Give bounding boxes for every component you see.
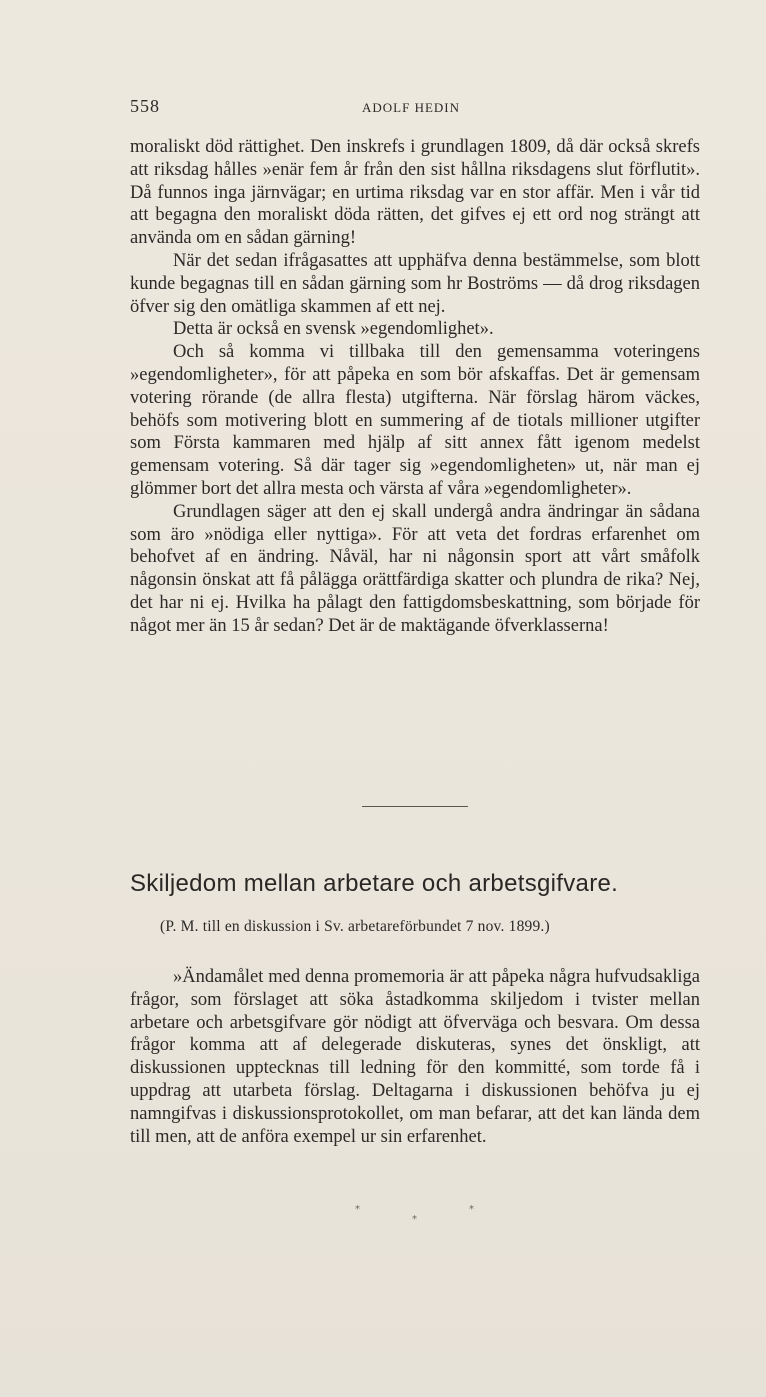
main-text [130,136,700,638]
running-head: ADOLF HEDIN [362,100,461,115]
memo-text [130,966,700,1148]
section-subtitle: (P. M. till en diskussion i Sv. arbetareförbundet 7 nov. 1899.) [160,918,550,935]
page-number: 558 [130,96,160,116]
asterism [0,1204,766,1224]
paragraph: »Ändamålet med denna promemoria är att påpeka några hufvudsakliga frågor, som förslaget att söka åstadkomma skiljedom i tvister mellan arbetare och arbetsgifvare gör nödigt att öfverväga och besvara. Om dessa frågor komma att af delegerade diskuteras, synes det önskligt, att diskussionen upptecknas till ledning för den kommitté, som torde få i uppdrag att utarbeta förslag. Deltagarna i diskussionen behöfva ju ej namngifvas i diskussionsprotokollet, om man befarar, att det kan lända dem till men, att de anföra exempel ur sin erfarenhet. [130,967,700,1147]
section-divider [362,806,468,807]
asterisk-mark: * [469,1204,474,1215]
section-title: Skiljedom mellan arbetare och arbetsgifvare. [130,870,619,897]
paragraph: Detta är också en svensk »egendomlighet». [173,319,494,340]
paragraph: Grundlagen säger att den ej skall undergå andra ändringar än sådana som äro »nödiga eller nyttiga». För att veta det fordras erfarenhet om behofvet af en ändring. Nåväl, har ni någonsin sport att vårt småfolk någonsin önskat att få pålägga orättfärdiga skatter och plundra de rika? Nej, det har ni ej. Hvilka ha pålagt den fattigdomsbeskattning, som började för något mer än 15 år sedan? Det är de maktägande öfverklasserna! [130,501,700,636]
paragraph: moraliskt död rättighet. Den inskrefs i grundlagen 1809, då där också skrefs att riksdag hålles »enär fem år från den sist hållna riksdagens slut förflutit». Då funnos inga järnvägar; en urtima riksdag var en stor affär. Men i vår tid att begagna den moraliskt döda rätten, det gifves ej ett ord nog strängt att använda om en sådan gärning! [130,137,700,249]
page-header [130,96,700,118]
paragraph: När det sedan ifrågasattes att upphäfva denna bestämmelse, som blott kunde begagnas till en sådan gärning som hr Boströms — då drog riksdagen öfver sig den omätliga skammen af ett nej. [130,250,700,317]
asterisk-mark: * [412,1214,417,1225]
paragraph: Och så komma vi tillbaka till den gemensamma voteringens »egendomligheter», för att påpeka en som bör afskaffas. Det är gemensam votering rörande (de allra flesta) utgifterna. När förslag härom väckes, behöfs som motivering blott en summering af de tiotals millioner utgifter som Första kammaren med hjälp af sitt annex fått igenom medelst gemensam votering. Så där tager sig »egendomligheten» ut, när man ej glömmer bort det allra mesta och värsta af våra »egendomligheter». [130,342,700,499]
asterisk-mark: * [355,1204,360,1215]
